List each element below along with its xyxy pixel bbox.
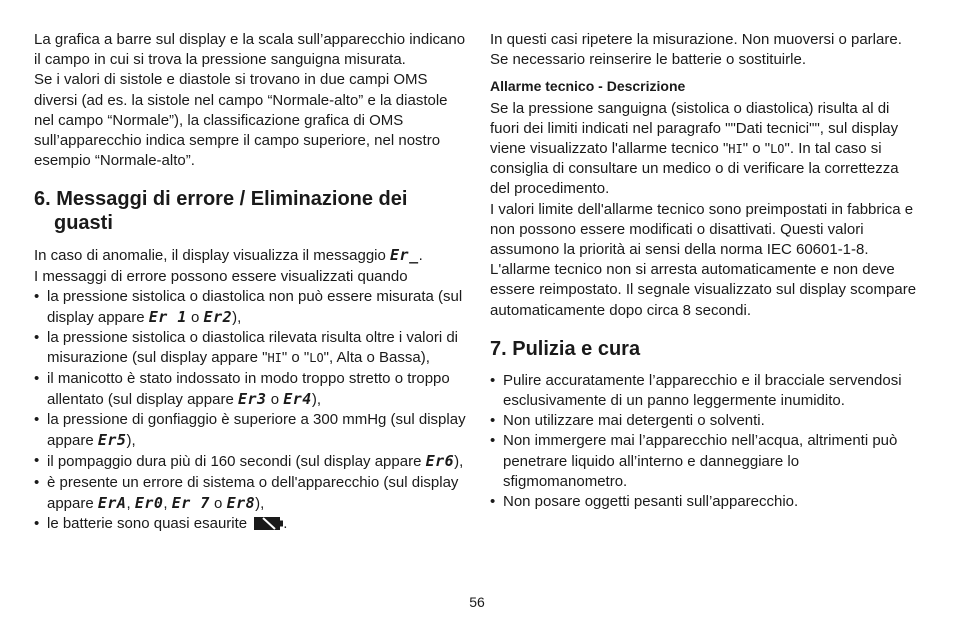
care-list: [490, 371, 922, 512]
item-text: ,: [163, 494, 172, 512]
item-text: la pressione sistolica o diastolica non può essere misurata (sul display appare: [47, 287, 463, 327]
low-battery-icon: [253, 516, 283, 531]
error-code: Er2: [203, 308, 233, 327]
error-code: Er0: [134, 493, 164, 512]
error-code: Er3: [237, 389, 267, 408]
error-code: Er 7: [171, 493, 210, 512]
list-item: [34, 473, 466, 514]
item-text: le batterie sono quasi esaurite: [47, 515, 252, 533]
item-text: il manicotto è stato indossato in modo troppo stretto o troppo allentato (sul display appare: [47, 369, 450, 408]
section-7-heading: 7. Pulizia e cura: [490, 337, 641, 360]
item-text: ),: [255, 494, 265, 512]
alarm-text: ". In tal caso si consiglia di consultare un medico o di verificare la correttezza del procedimento.: [490, 140, 899, 198]
error-list-intro: I messaggi di errore possono essere visualizzati quando: [34, 267, 408, 285]
item-text: ),: [232, 309, 242, 327]
error-code: Er 1: [148, 308, 187, 327]
item-text: ),: [454, 453, 464, 471]
section-6-heading-line1: 6. Messaggi di errore / Eliminazione dei: [34, 188, 408, 211]
error-code: Er4: [283, 389, 312, 408]
repeat-measurement-paragraph: In questi casi ripetere la misurazione. Non muoversi o parlare. Se necessario reinserire le batterie o sostituirle.: [490, 31, 902, 69]
section-6-heading: [34, 187, 466, 235]
list-item: [34, 451, 466, 472]
item-text: la pressione sistolica o diastolica rilevata risulta oltre i valori di misurazione (sul display appare ": [47, 329, 459, 367]
list-item: • Non utilizzare mai detergenti o solventi.: [490, 411, 922, 431]
list-item: [34, 410, 466, 451]
display-code-hi: HI: [728, 142, 743, 157]
error-code: Er6: [425, 452, 455, 471]
error-intro-end: .: [418, 247, 423, 265]
error-code: Er5: [97, 431, 127, 450]
right-column: [490, 30, 922, 512]
intro-paragraph-1: La grafica a barre sul display e la scala sull’apparecchio indicano il campo in cui si trova la pressione sanguigna misurata.: [34, 31, 466, 69]
item-text: ),: [126, 432, 136, 450]
item-text: la pressione di gonfiaggio è superiore a 300 mmHg (sul display appare: [47, 411, 466, 450]
technical-alarm-subheading: Allarme tecnico - Descrizione: [490, 78, 686, 95]
item-text: .: [283, 515, 288, 533]
item-text: ),: [311, 390, 321, 408]
list-item: • Non posare oggetti pesanti sull’apparecchio.: [490, 492, 922, 512]
alarm-text: Se la pressione sanguigna (sistolica o diastolica) risulta al di fuori dei limiti indicati nel paragrafo ""Dati tecnici"", sul display viene visualizzato l'allarme tecnico ": [490, 99, 899, 158]
error-list: [34, 287, 466, 534]
alarm-reset-paragraph: L'allarme tecnico non si arresta automaticamente e non deve essere reimpostato. Il segnale visualizzato sul display scompare automaticamente dopo circa 8 secondi.: [490, 261, 917, 319]
item-text: o: [186, 309, 204, 327]
item-text: o: [266, 390, 284, 408]
item-text: ,: [126, 494, 135, 512]
item-text: è presente un errore di sistema o dell'apparecchio (sul display appare: [47, 473, 459, 512]
technical-alarm-paragraph: [490, 99, 922, 200]
list-item: • Pulire accuratamente l’apparecchio e il bracciale servendosi esclusivamente di un panno leggermente inumidito.: [490, 371, 922, 411]
item-text: o: [209, 494, 227, 512]
page-number: 56: [469, 594, 485, 610]
list-item: [34, 369, 466, 410]
list-item: [34, 514, 466, 534]
section-6-heading-line2: guasti: [54, 212, 113, 235]
list-item: [34, 287, 466, 328]
limits-paragraph: I valori limite dell'allarme tecnico sono preimpostati in fabbrica e non possono essere modificati o disattivati. Questi valori assumono la priorità ai sensi della norma IEC 60601-1-8.: [490, 200, 914, 259]
item-text: ", Alta o Bassa),: [323, 349, 430, 367]
error-intro-text: In caso di anomalie, il display visualizza il messaggio: [34, 247, 391, 265]
item-text: " o ": [281, 349, 310, 367]
intro-paragraph-2: Se i valori di sistole e diastole si trovano in due campi OMS diversi (ad es. la sistole nel campo “Normale-alto” e la diastole nel campo “Normale”), la classificazione grafica di OMS sull’apparecchio indica sempre il campo superiore, nel nostro esempio “Normale-alto”.: [34, 71, 448, 170]
display-code: HI: [267, 351, 282, 366]
error-code: Er8: [226, 493, 256, 512]
left-column: [34, 30, 466, 534]
list-item: • Non immergere mai l’apparecchio nell’acqua, altrimenti può penetrare liquido all’interno e danneggiare lo sfigmomanometro.: [490, 431, 922, 492]
error-intro: [34, 245, 466, 266]
display-code: LO: [309, 351, 324, 366]
error-code-er: Er_: [390, 246, 419, 265]
item-text: il pompaggio dura più di 160 secondi (sul display appare: [47, 453, 426, 471]
error-code: ErA: [97, 493, 127, 512]
display-code-lo: LO: [770, 142, 785, 157]
alarm-text: " o ": [742, 140, 771, 158]
list-item: [34, 328, 466, 368]
